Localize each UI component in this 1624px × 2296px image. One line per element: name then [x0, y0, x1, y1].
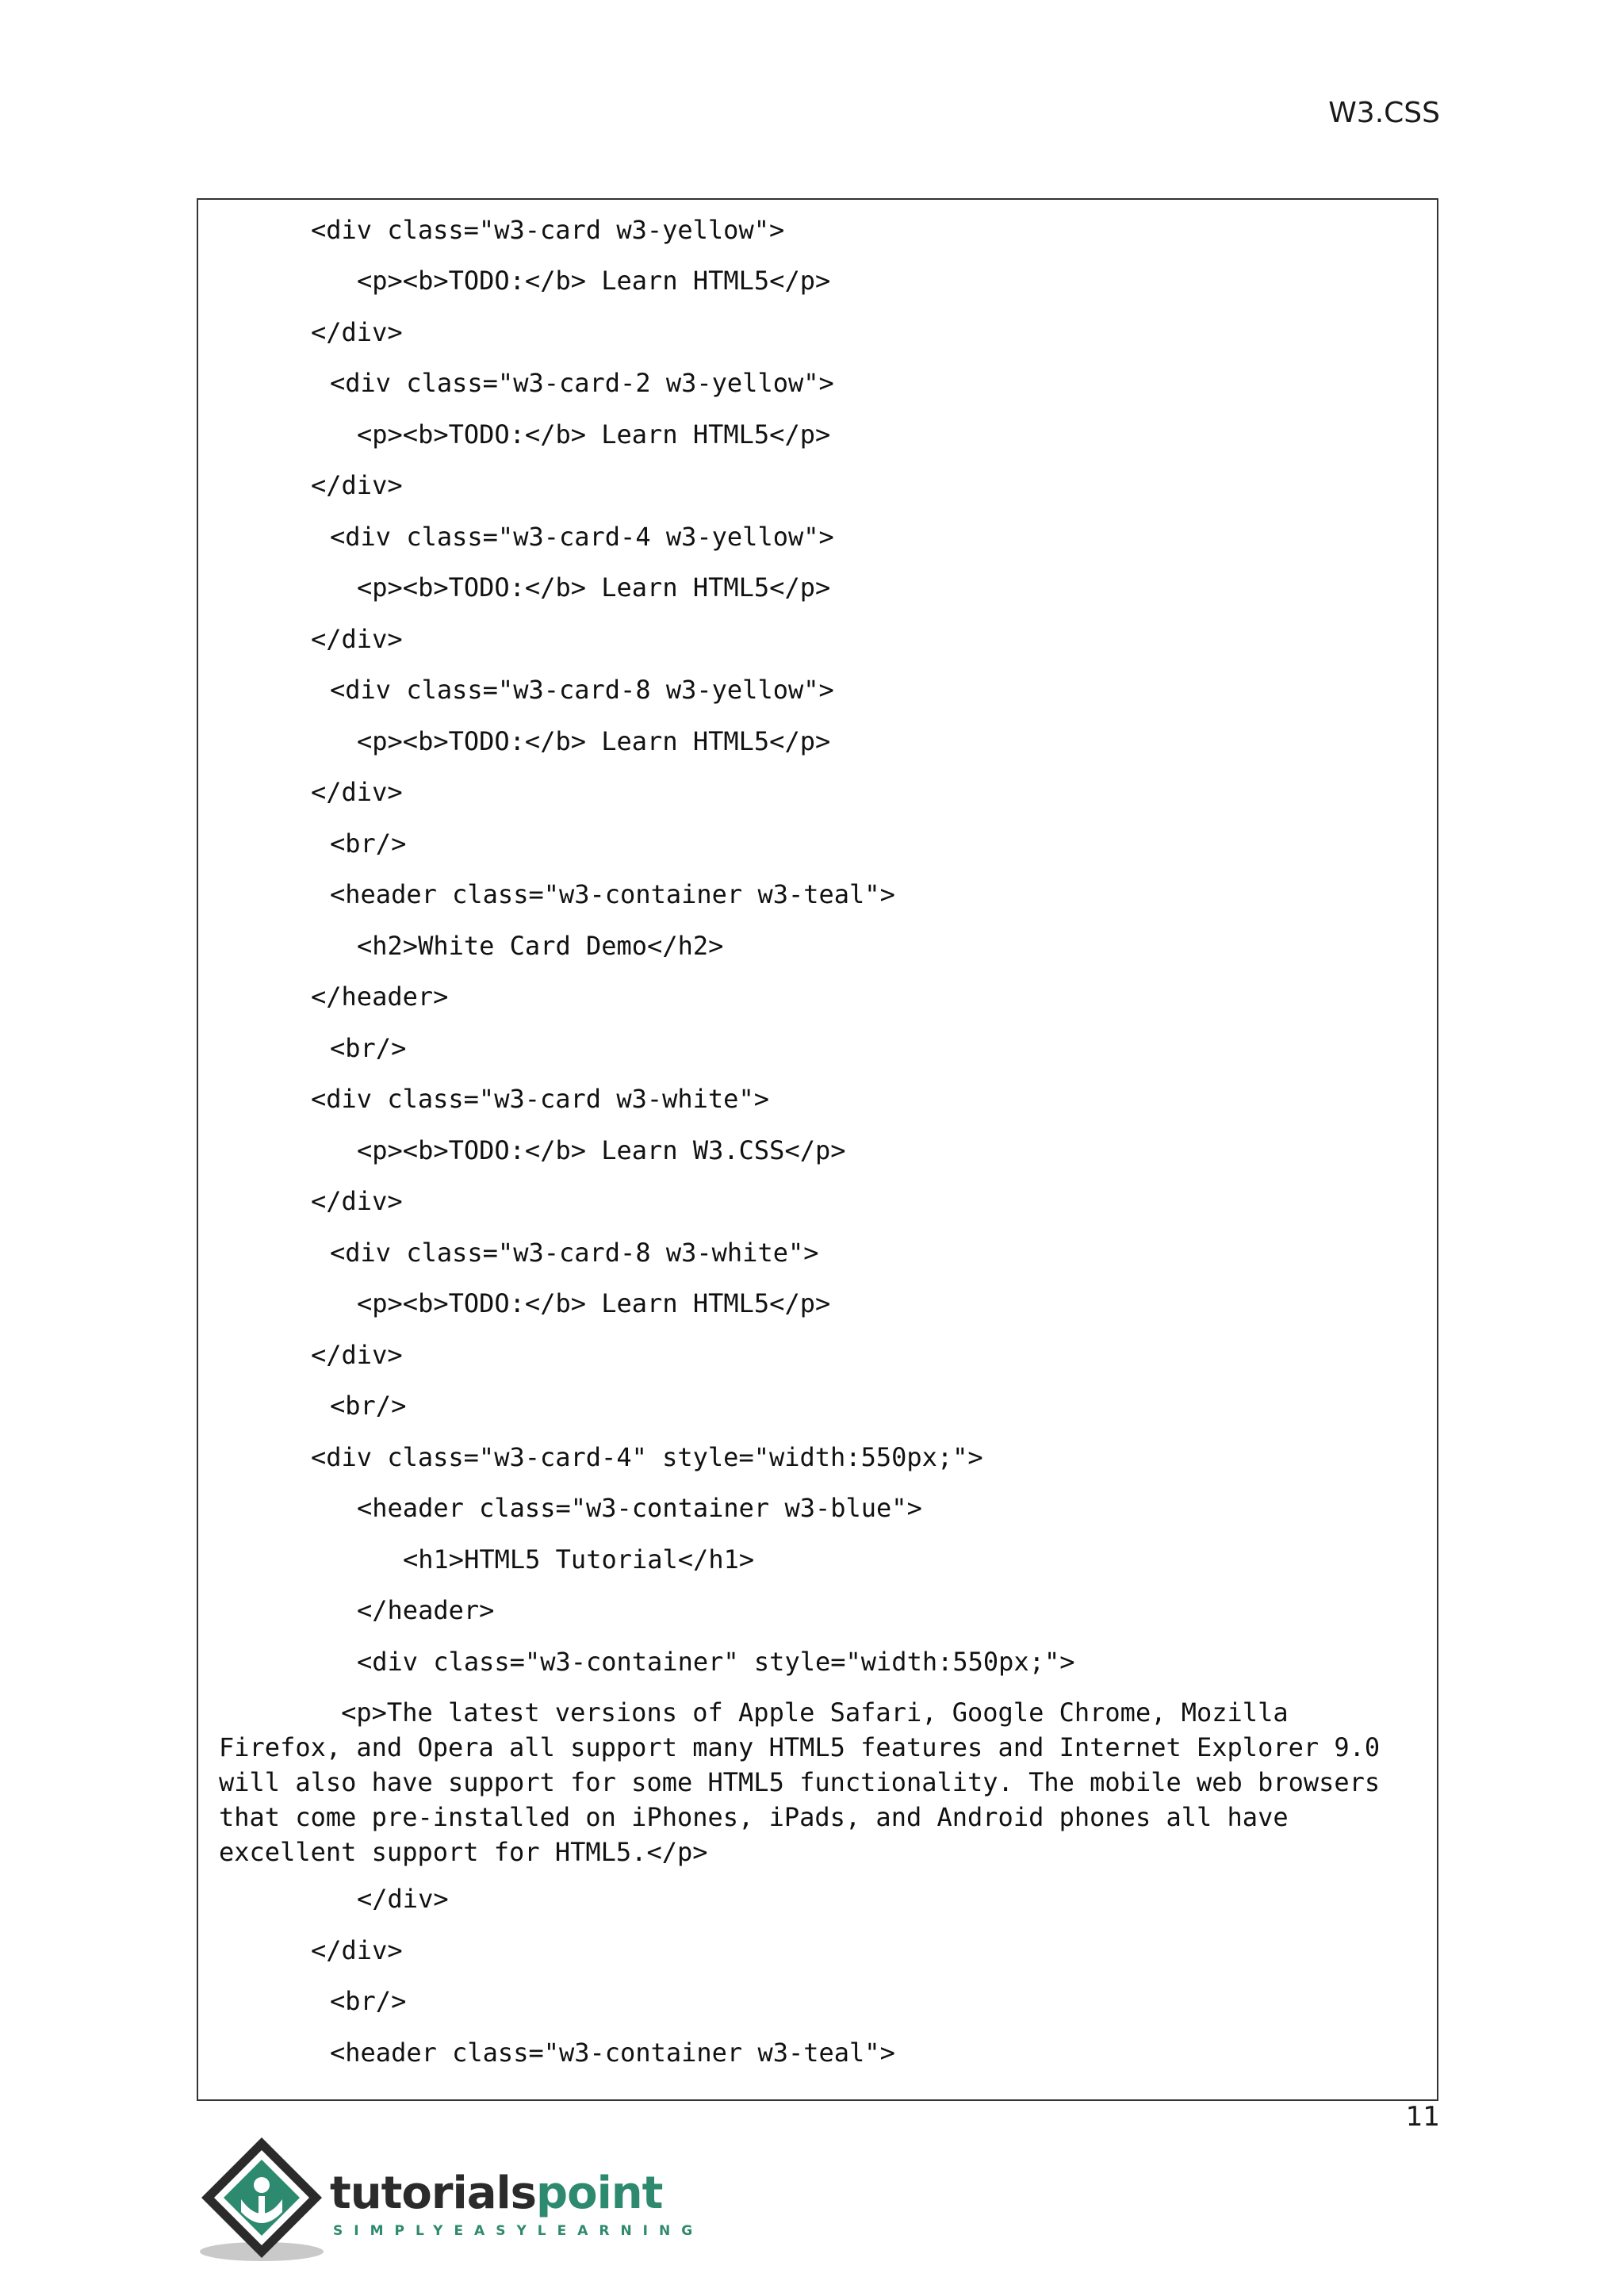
code-line: <h2>White Card Demo</h2>: [357, 931, 724, 961]
code-line: <div class="w3-card-4 w3-yellow">: [330, 522, 834, 552]
code-line: <p><b>TODO:</b> Learn HTML5</p>: [357, 419, 831, 450]
code-line: </div>: [311, 317, 403, 347]
code-paragraph: <p>The latest versions of Apple Safari, Google Chrome, Mozilla Firefox, and Opera all support many HTML5 features and Internet Explorer 9.0 will also have support for some HTML5 functionality. The mobile web browsers that come pre-installed on iPhones, iPads, and Android phones all have excellent support for HTML5.</p>: [219, 1697, 1396, 1867]
page-number: 11: [1405, 2101, 1440, 2133]
code-line: <div class="w3-card-4" style="width:550px;">: [311, 1442, 983, 1472]
code-line: </div>: [311, 1935, 403, 1965]
code-line: </div>: [357, 1884, 449, 1914]
logo-wordmark-part1: tutorials: [330, 2168, 537, 2219]
code-line: <br/>: [330, 1033, 407, 1063]
code-line: <p><b>TODO:</b> Learn HTML5</p>: [357, 266, 831, 296]
code-line: <div class="w3-card w3-white">: [311, 1084, 769, 1114]
code-line: <h1>HTML5 Tutorial</h1>: [403, 1544, 755, 1575]
code-line: <div class="w3-card w3-yellow">: [311, 215, 785, 245]
logo-emblem-icon: [195, 2133, 330, 2267]
code-line: <div class="w3-container" style="width:550px;">: [357, 1647, 1075, 1677]
code-line: <header class="w3-container w3-teal">: [330, 2038, 895, 2068]
code-line: </div>: [311, 470, 403, 500]
code-line: </div>: [311, 1340, 403, 1370]
logo-tagline: SIMPLYEASYLEARNING: [333, 2223, 704, 2239]
code-line: <header class="w3-container w3-teal">: [330, 879, 895, 909]
code-line: <br/>: [330, 828, 407, 859]
code-line: <div class="w3-card-8 w3-white">: [330, 1238, 819, 1268]
code-line: </header>: [357, 1595, 495, 1625]
code-line: <p><b>TODO:</b> Learn W3.CSS</p>: [357, 1135, 846, 1165]
code-line: </header>: [311, 982, 449, 1012]
code-block: [197, 198, 1438, 2101]
code-line: <p><b>TODO:</b> Learn HTML5</p>: [357, 726, 831, 756]
code-line: <p><b>TODO:</b> Learn HTML5</p>: [357, 572, 831, 603]
running-header: W3.CSS: [1328, 97, 1440, 129]
code-line: <p><b>TODO:</b> Learn HTML5</p>: [357, 1288, 831, 1318]
code-line: <br/>: [330, 1986, 407, 2016]
logo-wordmark-part2: point: [536, 2168, 663, 2219]
code-line: <br/>: [330, 1391, 407, 1421]
tutorialspoint-logo: [195, 2133, 704, 2267]
code-line: </div>: [311, 1186, 403, 1216]
code-line: </div>: [311, 624, 403, 654]
code-line: <div class="w3-card-2 w3-yellow">: [330, 368, 834, 398]
code-line: </div>: [311, 777, 403, 807]
code-line: <header class="w3-container w3-blue">: [357, 1493, 922, 1523]
code-line: <div class="w3-card-8 w3-yellow">: [330, 675, 834, 705]
logo-wordmark: [330, 2168, 662, 2219]
